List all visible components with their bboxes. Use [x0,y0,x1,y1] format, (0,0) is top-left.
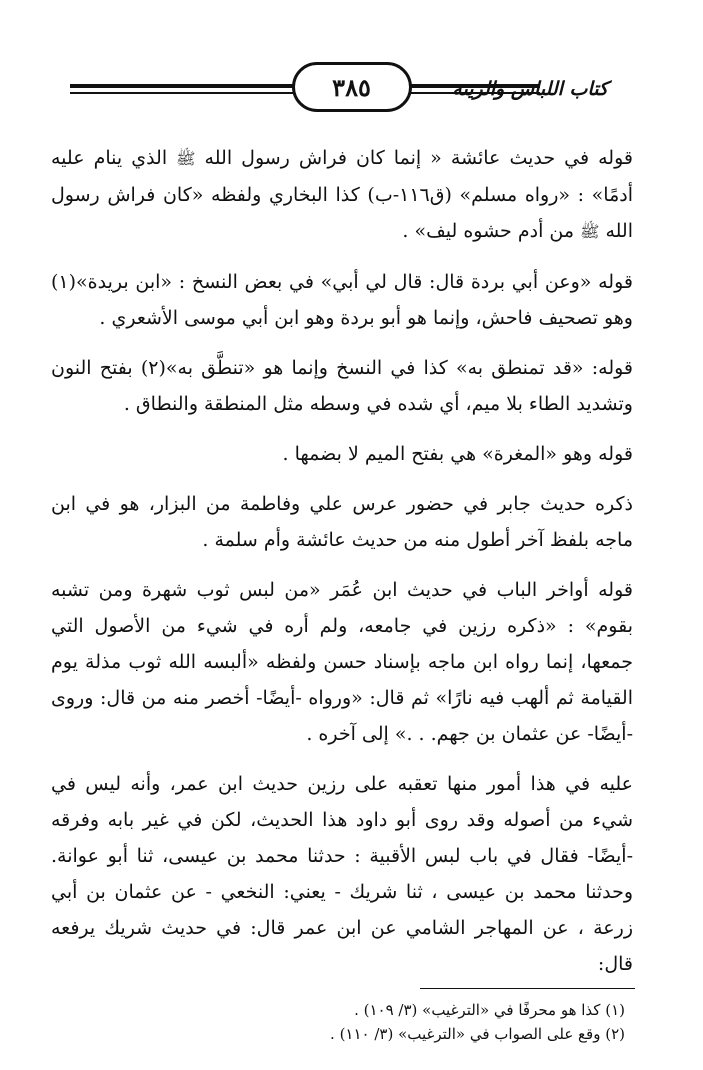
header-rule-left-segment [70,84,174,88]
page-number: ٣٨٥ [292,62,412,112]
paragraph: قوله «وعن أبي بردة قال: قال لي أبي» في بعض النسخ : «ابن بريدة»(١) وهو تصحيف فاحش، وإنما هو أبو بردة وهو ابن أبي موسى الأشعري . [51,271,633,329]
footnote-separator [420,988,635,989]
paragraph [51,140,633,250]
paragraph-text: من أدم حشوه ليف» . [402,220,575,242]
page-header [0,0,703,130]
paragraph: ذكره حديث جابر في حضور عرس علي وفاطمة من البزار، هو في ابن ماجه بلفظ آخر أطول منه من حديث عائشة وأم سلمة . [51,493,633,551]
footnotes [65,998,625,1046]
paragraph: قوله: «قد تمنطق به» كذا في النسخ وإنما هو «تنطَّق به»(٢) بفتح النون وتشديد الطاء بلا ميم، أي شده في وسطه مثل المنطقة والنطاق . [51,357,634,415]
running-title: كتاب اللباس والزينة [452,78,608,100]
paragraph-text: قوله في حديث عائشة « إنما كان فراش رسول الله [204,147,633,169]
paragraph-text: الذي ينام عليه أدمًا» : «رواه مسلم» (ق١١٦-ب) كذا البخاري ولفظه «كان فراش رسول الله [51,147,633,242]
paragraph: قوله أواخر الباب في حديث ابن عُمَر «من لبس ثوب شهرة ومن تشبه بقوم» : «ذكره رزين في جامعه، ولم أره في شيء من الأصول التي جمعها، إنما رواه ابن ماجه بإسناد حسن ولفظه «ألبسه الله ثوب مذلة يوم القيامة ثم ألهب فيه نارًا» ثم قال: «ورواه -أيضًا- أخصر منه من قال: وروى -أيضًا- عن عثمان بن جهم. . .» إلى آخره . [51,579,633,745]
salutation-glyph: ﷺ [580,222,600,241]
footnote: (١) كذا هو محرفًا في «الترغيب» (٣/ ١٠٩) . [354,1001,625,1019]
salutation-glyph: ﷺ [176,149,196,168]
main-text [51,140,633,996]
paragraph: عليه في هذا أمور منها تعقبه على رزين حديث ابن عمر، وأنه ليس في شيء من أصوله وقد روى أبو داود هذا الحديث، لكن في غير بابه وفرقه -أيضًا- فقال في باب لبس الأقبية : حدثنا محمد بن عيسى، ثنا أبو عوانة. وحدثنا محمد بن عيسى ، ثنا شريك - يعني: النخعي - عن عثمان بن أبي زرعة ، عن المهاجر الشامي عن ابن عمر قال: في حديث شريك يرفعه قال: [51,773,633,975]
footnote: (٢) وقع على الصواب في «الترغيب» (٣/ ١١٠) . [330,1025,625,1043]
header-rule-left-segment-b [70,92,174,94]
paragraph: قوله وهو «المغرة» هي بفتح الميم لا بضمها . [282,443,633,465]
